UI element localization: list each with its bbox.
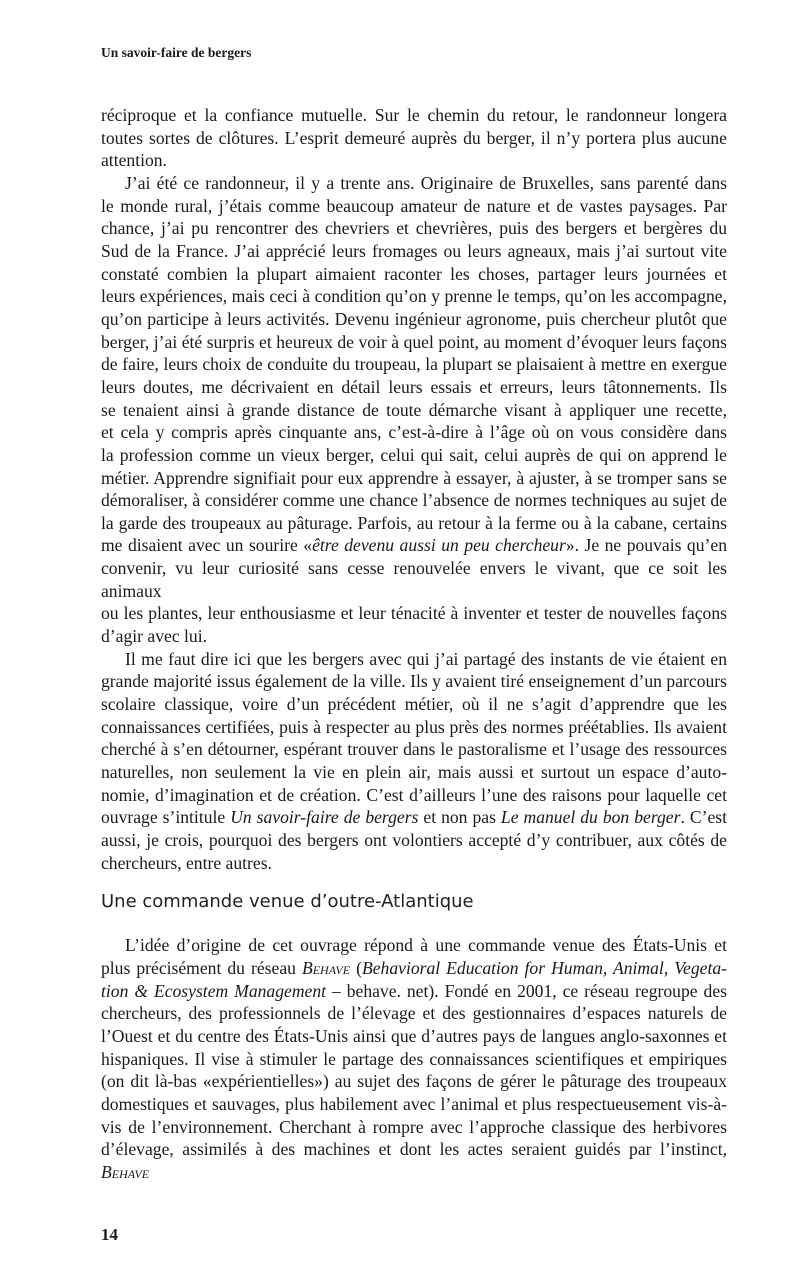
text-run: démoraliser, à considérer comme une chance l’absence de normes techniques au sujet de [101,490,727,511]
text-run: ouvrage s’intitule [101,807,231,828]
text-run: me disaient avec un sourire « [101,535,313,556]
text-run: aussi, je crois, pourquoi des bergers ont volontiers accepté d’y contribuer, aux côtés de [101,830,727,850]
text-line [101,980,727,1003]
text-line [101,467,727,490]
text-run: chance, j’ai pu rencontrer des chevriers et chevrières, puis des bergers et bergères du [101,218,727,239]
text-run: d’élevage, assimilés à des machines et dont les actes seraient guidés par l’instinct, [101,1139,727,1160]
text-run: ou les plantes, leur enthousiasme et leur ténacité à inventer et tester de nouvelles façons [101,603,727,624]
text-line [101,421,727,444]
text-run: la garde des troupeaux au pâturage. Parfois, au retour à la ferme ou à la cabane, certains [101,512,727,533]
text-run: cherché à s’en détourner, espérant trouver dans le pastoralisme et l’usage des ressources [101,739,727,760]
text-line [101,852,727,875]
text-line [101,172,727,195]
text-line [101,353,727,376]
emphasis-text: Le manuel du bon berger [500,807,681,828]
text-line [101,376,727,399]
text-run: toutes sortes de clôtures. L’esprit demeuré auprès du berger, il n’y portera plus aucune [101,127,727,148]
emphasis-text: Behave [101,1161,150,1182]
emphasis-text: tion & Ecosystem Management [101,980,327,1001]
page-number: 14 [101,1224,118,1244]
text-line [101,784,727,807]
text-run: L’idée d’origine de cet ouvrage répond à une commande venue des États-Unis et [125,935,727,956]
text-line [101,934,727,957]
text-run: qu’on participe à leurs activités. Devenu ingénieur agronome, puis chercheur plutôt que [101,308,727,329]
body-text-section-1 [101,104,727,874]
text-run: de faire, leurs choix de conduite du troupeau, la plupart se plaisaient à mettre en exergue [101,354,727,375]
text-run: et cela y compris après cinquante ans, c’est-à-dire à l’âge où on vous considère dans [101,422,727,443]
body-text-section-2 [101,934,727,1183]
text-line [101,444,727,467]
text-line [101,693,727,716]
text-line [101,829,727,852]
text-line [101,285,727,308]
text-line [101,1048,727,1071]
emphasis-text: Behave [301,957,351,978]
text-run: Il me faut dire ici que les bergers avec qui j’ai partagé des instants de vie étaient en [125,648,727,669]
text-line [101,602,727,625]
text-run: métier. Apprendre signifiait pour eux apprendre à essayer, à ajuster, à se tromper sans se [101,467,727,488]
paragraph [101,934,727,1183]
text-line [101,1116,727,1139]
text-line [101,625,727,648]
text-run: domestiques et sauvages, plus habilement avec l’animal et plus respectueusement vis-à- [101,1093,727,1114]
text-run: d’agir avec lui. [101,626,208,647]
text-line [101,557,727,602]
text-line [101,331,727,354]
emphasis-text: être devenu aussi un peu chercheur [312,535,566,556]
text-line [101,1070,727,1093]
text-run: scolaire classique, voire d’un précédent métier, où il ne s’agit d’apprendre que les [101,694,727,715]
text-run: naturelles, non seulement la vie en plein air, mais aussi et surtout un espace d’auto- [101,762,727,783]
text-line [101,1025,727,1048]
text-run: – behave. net). Fondé en 2001, ce réseau regroupe des [326,980,727,1001]
text-run: se tenaient ainsi à grande distance de toute démarche visant à appliquer une recette, [101,399,727,420]
text-run: ». Je ne pouvais qu’en [565,535,727,556]
paragraph [101,104,727,172]
text-line [101,149,727,172]
text-run: Sud de la France. J’ai apprécié leurs fromages ou leurs agneaux, mais j’ai surtout vite [101,240,727,261]
text-run: convenir, vu leur curiosité sans cesse renouvelée envers le vivant, que ce soit les animaux [101,558,727,601]
section-heading: Une commande venue d’outre-Atlantique [101,891,474,913]
text-run: . C’est [680,807,727,828]
text-run: constaté combien la plupart aimaient raconter les choses, partager leurs journées et [101,263,727,284]
text-line [101,1138,727,1183]
paragraph [101,648,727,875]
text-run: attention. [101,150,167,171]
text-line [101,806,727,829]
text-line [101,738,727,761]
text-run: connaissances certifiées, puis à respecter au plus près des normes préétablies. Ils avaient [101,716,727,737]
text-line [101,489,727,512]
text-run: le monde rural, j’étais comme beaucoup amateur de nature et de vastes paysages. Par [101,195,727,216]
text-line [101,1002,727,1025]
text-line [101,957,727,980]
text-run: ( [350,957,362,978]
text-run: la profession comme un vieux berger, celui qui sait, celui auprès de qui on apprend le [101,444,727,465]
text-line [101,104,727,127]
text-run: leurs doutes, me décrivaient en détail leurs essais et erreurs, leurs tâtonnements. Ils [101,376,727,397]
text-run: plus précisément du réseau [101,957,302,978]
text-line [101,240,727,263]
text-run: réciproque et la confiance mutuelle. Sur le chemin du retour, le randonneur longera [101,105,727,125]
text-line [101,195,727,218]
text-run: hispaniques. Il vise à stimuler le partage des connaissances scientifiques et empiriques [101,1048,727,1069]
running-head: Un savoir-faire de bergers [101,45,252,60]
text-line [101,512,727,535]
text-run: leurs expériences, mais ceci à condition qu’on y prenne le temps, qu’on les accompagne, [101,286,727,307]
text-line [101,716,727,739]
text-run: chercheurs, entre autres. [101,852,272,873]
text-line [101,399,727,422]
text-line [101,670,727,693]
emphasis-text: Un savoir-faire de bergers [230,807,419,828]
text-run: chercheurs, des professionnels de l’élevage et des gestionnaires d’espaces naturels de [101,1003,727,1024]
text-run: et non pas [418,807,501,828]
text-line [101,127,727,150]
text-run: berger, j’ai été surpris et heureux de voir à quel point, au moment d’évoquer leurs façons [101,331,727,352]
text-run: J’ai été ce randonneur, il y a trente ans. Originaire de Bruxelles, sans parenté dans [125,172,727,193]
text-line [101,263,727,286]
text-line [101,648,727,671]
text-run: vis de l’environnement. Cherchant à rompre avec l’approche classique des herbivores [101,1116,727,1137]
text-run: l’Ouest et du centre des États-Unis ainsi que d’autres pays de langues anglo-saxonnes et [101,1025,727,1046]
text-line [101,308,727,331]
emphasis-text: Behavioral Education for Human, Animal, Vegeta- [361,957,727,978]
text-line [101,1093,727,1116]
text-line [101,534,727,557]
text-line [101,217,727,240]
paragraph [101,172,727,648]
text-run: (on dit là-bas «expérientielles») au sujet des façons de gérer le pâturage des troupeaux [101,1071,727,1092]
text-run: nomie, d’imagination et de création. C’est d’ailleurs l’une des raisons pour laquelle cet [101,784,727,805]
text-run: grande majorité issus également de la ville. Ils y avaient tiré enseignement d’un parcours [101,671,727,692]
text-line [101,761,727,784]
